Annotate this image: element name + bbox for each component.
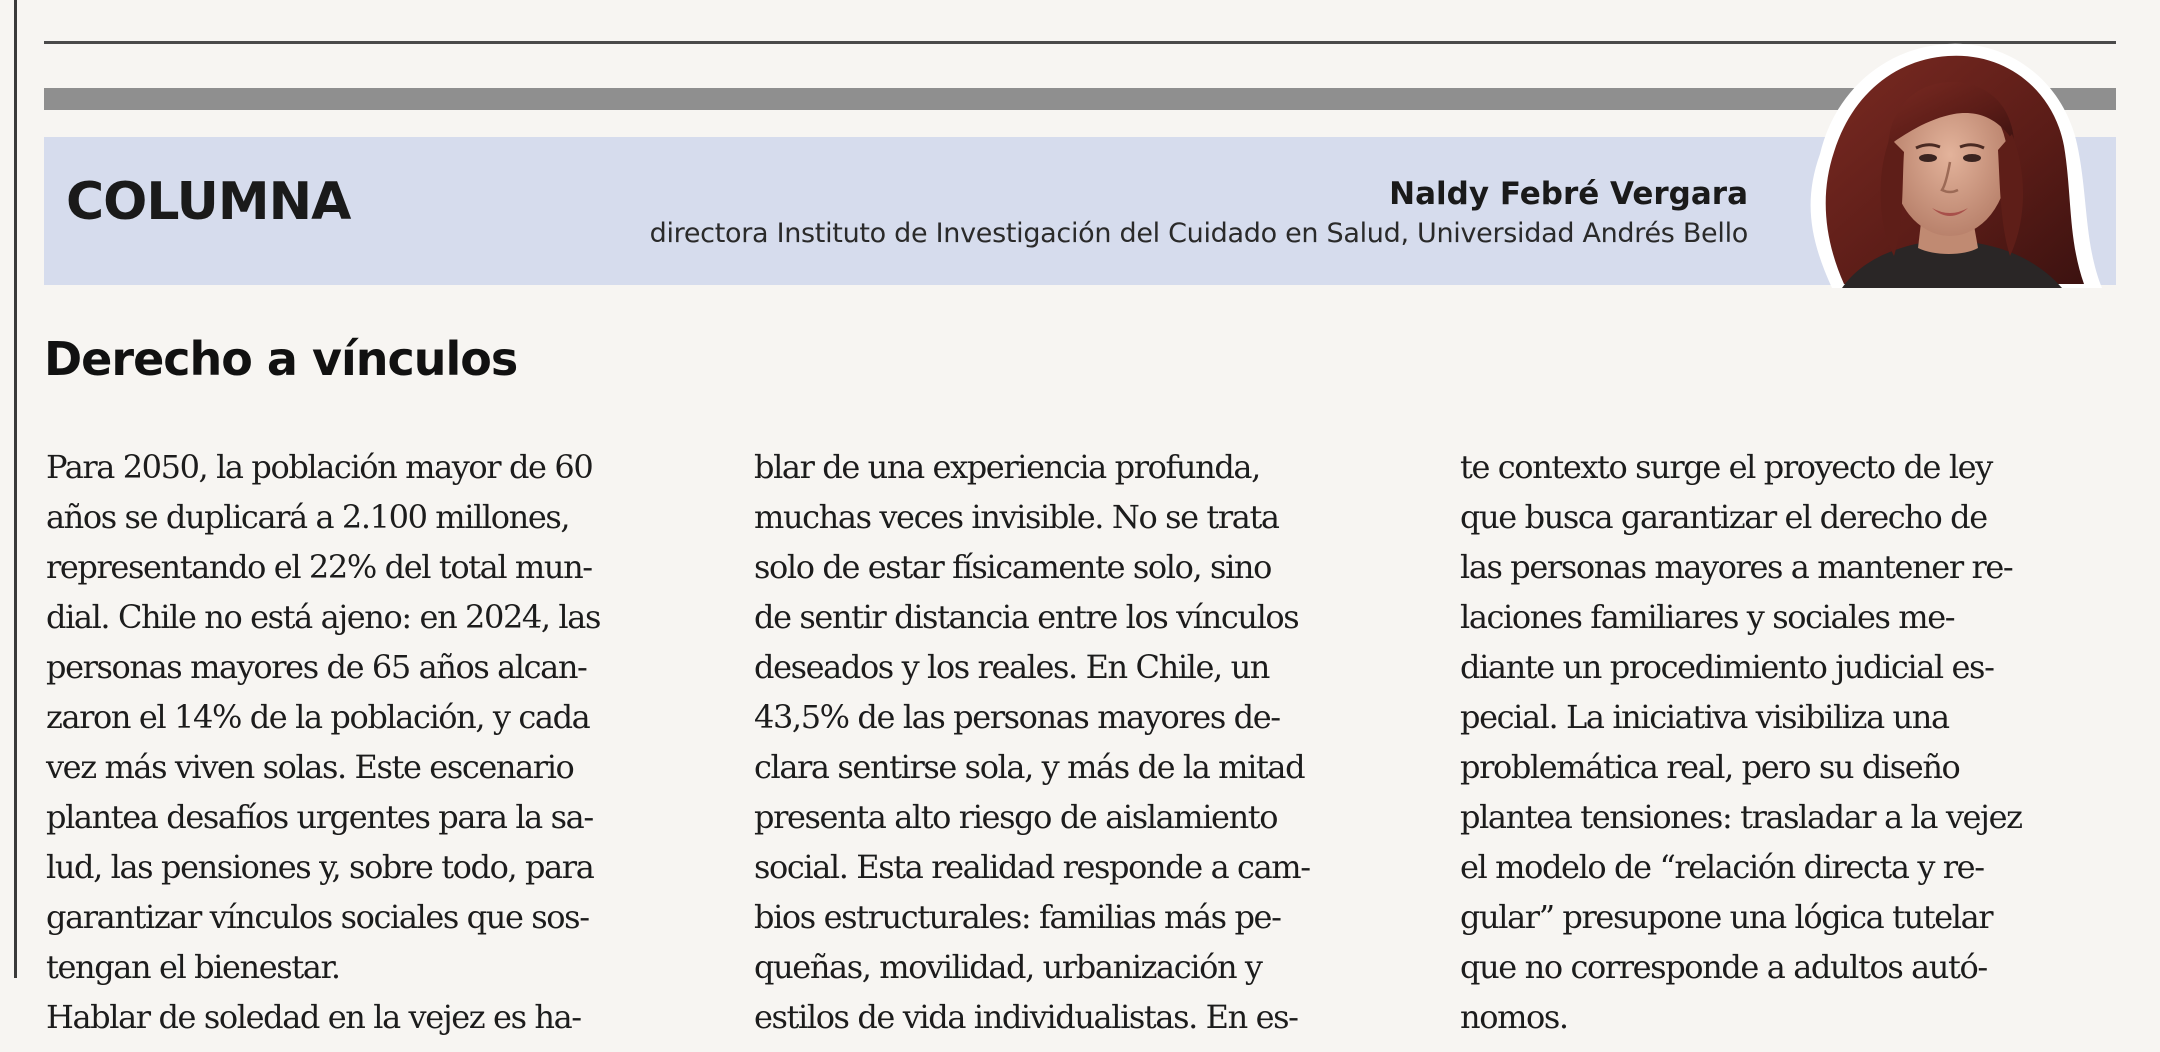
text-line: problemática real, pero su diseño (1460, 748, 1960, 786)
text-line: muchas veces invisible. No se trata (754, 498, 1279, 536)
text-line: Para 2050, la población mayor de 60 (46, 448, 593, 486)
text-line: bios estructurales: familias más pe- (754, 898, 1281, 936)
text-line: clara sentirse sola, y más de la mitad (754, 748, 1305, 786)
text-line: Hablar de soledad en la vejez es ha- (46, 998, 581, 1036)
text-line: garantizar vínculos sociales que sos- (46, 898, 589, 936)
text-line: blar de una experiencia profunda, (754, 448, 1260, 486)
left-margin-rule (14, 0, 17, 978)
text-line: plantea desafíos urgentes para la sa- (46, 798, 593, 836)
text-line: que no corresponde a adultos autó- (1460, 948, 1987, 986)
text-line: las personas mayores a mantener re- (1460, 548, 2013, 586)
cropped-previous-text (40, 0, 2120, 4)
text-line: años se duplicará a 2.100 millones, (46, 498, 570, 536)
text-line: vez más viven solas. Este escenario (46, 748, 574, 786)
article-headline: Derecho a vínculos (44, 332, 518, 386)
text-line: te contexto surge el proyecto de ley (1460, 448, 1992, 486)
text-line: gular” presupone una lógica tutelar (1460, 898, 1993, 936)
text-line: de sentir distancia entre los vínculos (754, 598, 1299, 636)
text-line: plantea tensiones: trasladar a la vejez (1460, 798, 2022, 836)
text-line: 43,5% de las personas mayores de- (754, 698, 1280, 736)
text-line: deseados y los reales. En Chile, un (754, 648, 1270, 686)
text-line: dial. Chile no está ajeno: en 2024, las (46, 598, 600, 636)
text-line: que busca garantizar el derecho de (1460, 498, 1987, 536)
text-line: nomos. (1460, 998, 1568, 1036)
text-line: estilos de vida individualistas. En es- (754, 998, 1298, 1036)
text-line: lud, las pensiones y, sobre todo, para (46, 848, 594, 886)
text-line: tengan el bienestar. (46, 948, 340, 986)
text-line: zaron el 14% de la población, y cada (46, 698, 590, 736)
text-line: representando el 22% del total mun- (46, 548, 592, 586)
text-line: social. Esta realidad responde a cam- (754, 848, 1310, 886)
author-name: Naldy Febré Vergara (1389, 176, 1748, 212)
article-column-2 (754, 442, 1404, 1042)
text-line: pecial. La iniciativa visibiliza una (1460, 698, 1949, 736)
text-line: laciones familiares y sociales me- (1460, 598, 1955, 636)
text-line: presenta alto riesgo de aislamiento (754, 798, 1278, 836)
author-portrait-icon (1772, 34, 2116, 288)
text-line: queñas, movilidad, urbanización y (754, 948, 1262, 986)
text-line: el modelo de “relación directa y re- (1460, 848, 1984, 886)
text-line: solo de estar físicamente solo, sino (754, 548, 1271, 586)
article-column-1 (46, 442, 696, 1042)
article-column-3 (1460, 442, 2110, 1042)
section-label: COLUMNA (66, 172, 351, 232)
text-line: personas mayores de 65 años alcan- (46, 648, 587, 686)
text-line: diante un procedimiento judicial es- (1460, 648, 1994, 686)
author-role: directora Instituto de Investigación del Cuidado en Salud, Universidad Andrés Bello (649, 218, 1748, 249)
author-photo (1772, 34, 2116, 288)
